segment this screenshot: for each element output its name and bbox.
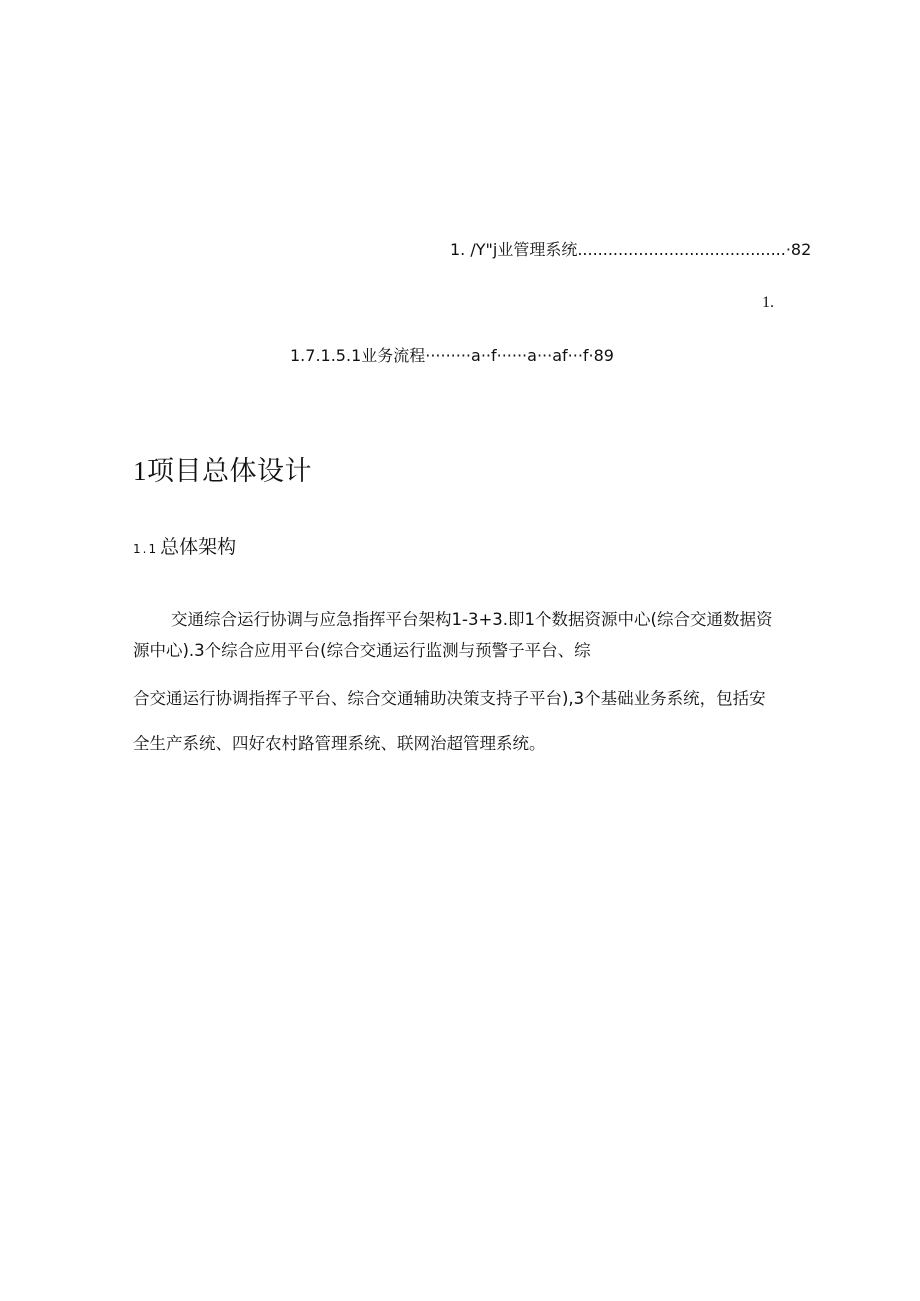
section-number: 1.1 (133, 542, 159, 556)
section-heading (133, 535, 236, 561)
section-title: 总体架构 (160, 536, 237, 558)
toc-entry-number: 1. (762, 294, 774, 311)
chapter-number: 1 (133, 456, 147, 486)
toc-entry-management-system: 1. /Y"j业管理系统.........................................·82 (450, 240, 812, 259)
paragraph-line-1: 交通综合运行协调与应急指挥平台架构1-3+3.即1个数据资源中心(综合交通数据资 (171, 610, 773, 629)
chapter-title: 项目总体设计 (147, 456, 312, 487)
chapter-heading (133, 454, 312, 489)
paragraph-line-4: 全生产系统、四好农村路管理系统、联网治超管理系统。 (133, 734, 546, 753)
paragraph-line-3: 合交通运行协调指挥子平台、综合交通辅助决策支持子平台),3个基础业务系统，包括安 (133, 689, 766, 708)
paragraph-line-2: 源中心).3个综合应用平台(综合交通运行监测与预警子平台、综 (133, 641, 591, 660)
toc-entry-business-process: 1.7.1.5.1业务流程·········a··f······a···af···f·89 (290, 346, 614, 365)
